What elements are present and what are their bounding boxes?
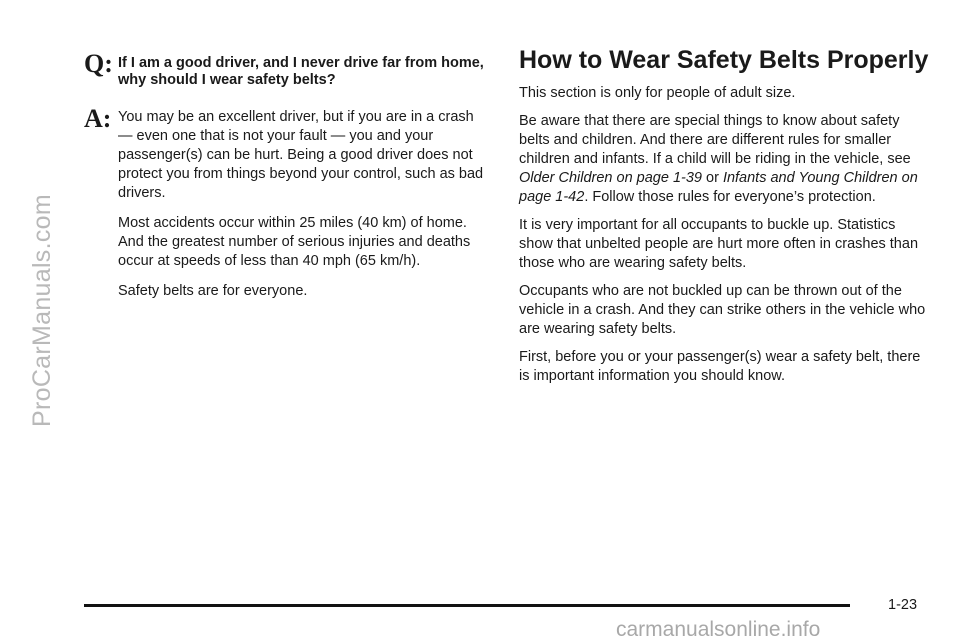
question-text: If I am a good driver, and I never drive far from home, why should I wear safety belts? bbox=[118, 55, 484, 88]
footer-rule bbox=[84, 604, 850, 607]
section-paragraph: It is very important for all occupants to buckle up. Statistics show that unbelted people are hurt more often in crashes than those who are wearing safety belts. bbox=[519, 217, 919, 271]
question-block bbox=[84, 49, 484, 89]
side-watermark bbox=[20, 180, 64, 440]
section-paragraph-children bbox=[519, 112, 929, 207]
section-paragraph: This section is only for people of adult size. bbox=[519, 85, 796, 101]
paragraph-text: . Follow those rules for everyone’s protection. bbox=[584, 189, 876, 205]
answer-block bbox=[84, 104, 484, 312]
section-column bbox=[519, 46, 929, 395]
page-number: 1-23 bbox=[888, 597, 918, 613]
answer-body bbox=[118, 107, 484, 312]
paragraph-text: Be aware that there are special things to know about safety belts and children. And there are different rules for smaller children and infants. If a child will be riding in the vehicle, see bbox=[519, 113, 911, 167]
section-paragraph: First, before you or your passenger(s) wear a safety belt, there is important information you should know. bbox=[519, 349, 921, 384]
bottom-watermark: carmanualsonline.info bbox=[616, 618, 821, 641]
answer-marker: A: bbox=[84, 104, 112, 133]
section-heading: How to Wear Safety Belts Properly bbox=[519, 46, 929, 74]
qa-column bbox=[84, 49, 484, 312]
question-marker: Q: bbox=[84, 49, 113, 78]
answer-paragraph: Most accidents occur within 25 miles (40 km) of home. And the greatest number of serious injuries and deaths occur at speeds of less than 40 mph (65 km/h). bbox=[118, 215, 471, 269]
side-watermark-text: ProCarManuals.com bbox=[27, 193, 56, 427]
cross-reference-infants[interactable]: Infants and Young Children on page 1-42 bbox=[519, 170, 918, 205]
cross-reference-older-children[interactable]: Older Children on page 1-39 bbox=[519, 170, 702, 186]
paragraph-text: or bbox=[701, 170, 723, 186]
section-paragraph: Occupants who are not buckled up can be thrown out of the vehicle in a crash. And they can strike others in the vehicle who are wearing safety belts. bbox=[519, 283, 926, 337]
answer-paragraph: Safety belts are for everyone. bbox=[118, 283, 308, 299]
answer-paragraph: You may be an excellent driver, but if you are in a crash — even one that is not your fault — you and your passenger(s) can be hurt. Being a good driver does not protect you from things beyond your control, such as bad drivers. bbox=[118, 109, 484, 201]
